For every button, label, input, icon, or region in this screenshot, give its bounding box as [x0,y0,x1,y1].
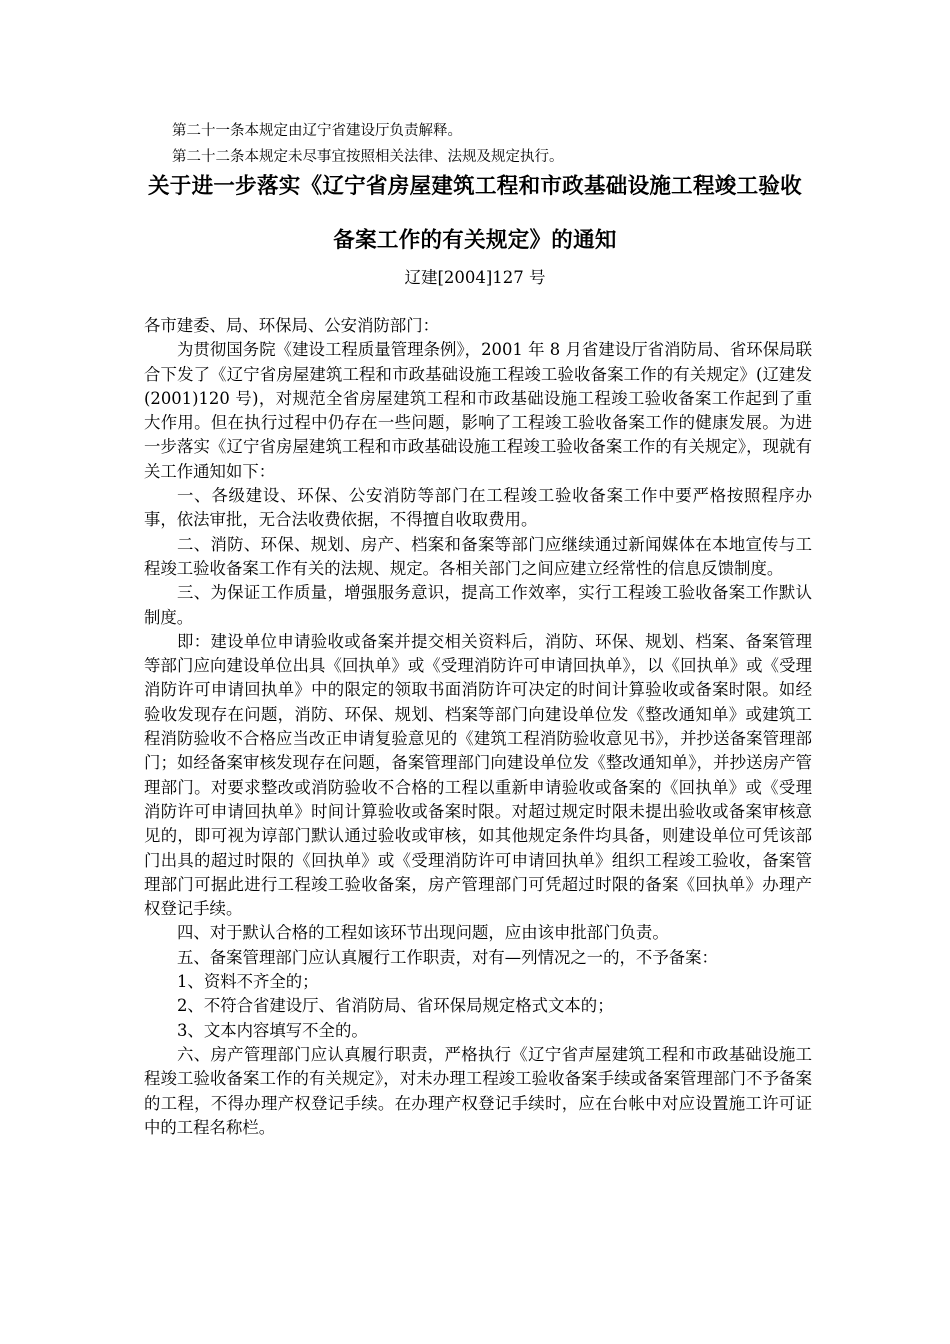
paragraph-item-1: 一、各级建设、环保、公安消防等部门在工程竣工验收备案工作中要严格按照程序办事，依法审批，无合法收费依据，不得擅自收取费用。 [144,486,812,530]
salutation: 各市建委、局、环保局、公安消防部门： [144,316,440,335]
paragraph-default-system: 即：建设单位申请验收或备案并提交相关资料后，消防、环保、规划、档案、备案管理等部门应向建设单位出具《回执单》或《受理消防许可申请回执单》，以《回执单》或《受理消防许可申请回执单》中的限定的领取书面消防许可决定的时间计算验收或备案时限。如经验收发现存在问题，消防、环保、规划、档案等部门向建设单位发《整改通知单》或建筑工程消防验收不合格应当改正申请复验意见的《建筑工程消防验收意见书》，并抄送备案管理部门；如经备案审核发现存在问题，备案管理部门向建设单位发《整改通知单》，并抄送房产管理部门。对要求整改或消防验收不合格的工程以重新申请验收或备案的《回执单》或《受理消防许可申请回执单》时间计算验收或备案时限。对超过规定时限未提出验收或备案审核意见的，即可视为谆部门默认通过验收或审核，如其他规定条件均具备，则建设单位可凭该部门出具的超过时限的《回执单》或《受理消防许可申请回执单》组织工程竣工验收，备案管理部门可据此进行工程竣工验收备案，房产管理部门可凭超过时限的备案《回执单》办理产权登记手续。 [144,631,812,919]
notice-title-line-2: 备案工作的有关规定》的通知 [333,228,617,253]
paragraph-item-6: 六、房产管理部门应认真履行职责，严格执行《辽宁省声屋建筑工程和市政基础设施工程竣工验收备案工作的有关规定》，对未办理工程竣工验收备案手续或备案管理部门不予备案的工程，不得办理产权登记手续。在办理产权登记手续时，应在台帐中对应设置施工许可证中的工程名称栏。 [144,1044,812,1137]
paragraph-item-4: 四、对于默认合格的工程如该环节出现问题，应由该申批部门负责。 [177,923,669,943]
list-item-1: 1、资料不齐全的； [177,972,319,992]
article-22-line: 第二十二条本规定未尽事宜按照相关法律、法规及规定执行。 [172,149,564,165]
paragraph-item-5: 五、备案管理部门应认真履行工作职责，对有—列情况之一的，不予备案： [177,947,718,967]
list-item-3: 3、文本内容填写不全的。 [177,1020,368,1040]
article-21-line: 第二十一条本规定由辽宁省建设厅负责解释。 [172,123,462,139]
notice-body [144,314,812,1140]
paragraph-item-3: 三、为保证工作质量，增强服务意识，提高工作效率，实行工程竣工验收备案工作默认制度。 [144,583,812,627]
list-item-2: 2、不符合省建设厅、省消防局、省环保局规定格式文本的； [177,996,614,1016]
notice-title-line-1: 关于进一步落实《辽宁省房屋建筑工程和市政基础设施工程竣工验收 [147,174,802,199]
paragraph-item-2: 二、消防、环保、规划、房产、档案和备案等部门应继续通过新闻媒体在本地宣传与工程竣工验收备案工作有关的法规、规定。各相关部门之间应建立经常性的信息反馈制度。 [144,534,812,578]
paragraph-intro: 为贯彻国务院《建设工程质量管理条例》，2001 年 8 月省建设厅省消防局、省环保局联合下发了《辽宁省房屋建筑工程和市政基础设施工程竣工验收备案工作的有关规定》(辽建发(2001)120 号)，对规范全省房屋建筑工程和市政基础设施工程竣工验收备案工作起到了重大作用。但在执行过程中仍存在一些问题，影响了工程竣工验收备案工作的健康发展。为进一步落实《辽宁省房屋建筑工程和市政基础设施工程竣工验收备案工作的有关规定》，现就有关工作通知如下： [144,340,812,481]
document-number: 辽建[2004]127 号 [404,268,546,287]
